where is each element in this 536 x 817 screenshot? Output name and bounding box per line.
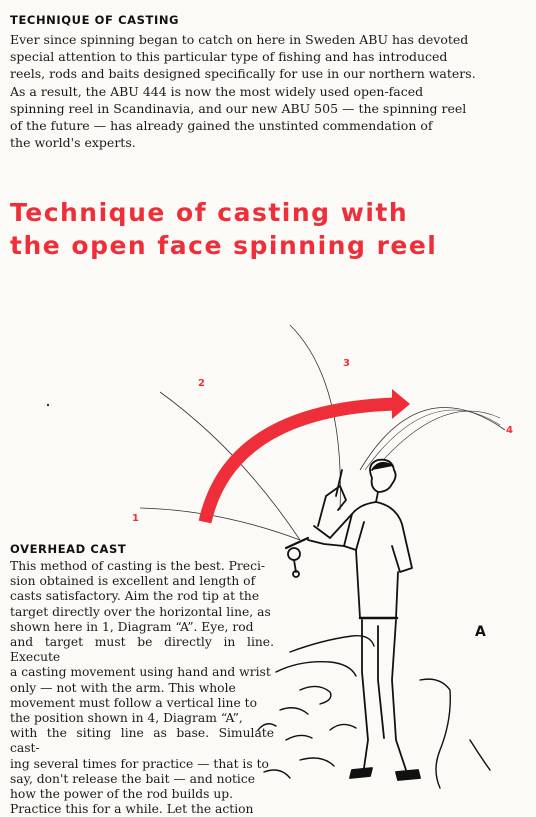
body-line: This method of casting is the best. Preci- xyxy=(10,559,266,573)
intro-line: reels, rods and baits designed specifically for use in our northern waters. xyxy=(10,66,476,82)
title-line-1: Technique of casting with xyxy=(10,198,409,227)
page-title xyxy=(10,196,437,262)
body-line: Practice this for a while. Let the action xyxy=(10,802,254,817)
body-line: how the power of the rod builds up. xyxy=(10,787,234,802)
title-line-2: the open face spinning reel xyxy=(10,231,438,260)
stray-dot xyxy=(47,404,49,406)
position-label-3: 3 xyxy=(343,358,350,369)
overhead-cast-paragraph xyxy=(10,559,274,817)
body-line: say, don't release the bait — and notice xyxy=(10,771,256,786)
arrow-head xyxy=(392,389,410,419)
intro-line: special attention to this particular type of fishing and has introduced xyxy=(10,49,448,65)
intro-line: the world's experts. xyxy=(10,135,136,151)
position-label-4: 4 xyxy=(506,425,513,436)
body-line: sion obtained is excellent and length of xyxy=(10,574,256,589)
body-line: and target must be directly in line. Execute xyxy=(10,635,274,665)
rod-position-1-line xyxy=(140,508,300,540)
body-line: casts satisfactory. Aim the rod tip at the xyxy=(10,589,260,604)
position-label-2: 2 xyxy=(198,378,205,389)
position-label-1: 1 xyxy=(132,513,139,524)
angler-figure xyxy=(286,460,420,780)
body-line: a casting movement using hand and wrist xyxy=(10,665,271,680)
intro-paragraph xyxy=(10,31,480,151)
intro-line: spinning reel in Scandinavia, and our new ABU 505 — the spinning reel xyxy=(10,100,467,116)
intro-line: of the future — has already gained the unstinted commendation of xyxy=(10,118,433,134)
section-heading-technique: TECHNIQUE OF CASTING xyxy=(10,13,180,27)
intro-line: Ever since spinning began to catch on here in Sweden ABU has devoted xyxy=(10,32,469,47)
body-line: only — not with the arm. This whole xyxy=(10,680,236,695)
body-line: movement must follow a vertical line to xyxy=(10,695,257,710)
body-line: shown here in 1, Diagram “A”. Eye, rod xyxy=(10,619,254,634)
body-line: ing several times for practice — that is to xyxy=(10,756,269,771)
body-line: the position shown in 4, Diagram “A”, xyxy=(10,711,243,726)
section-heading-overhead-cast: OVERHEAD CAST xyxy=(10,542,127,556)
intro-line: As a result, the ABU 444 is now the most widely used open-faced xyxy=(10,83,424,99)
body-line: with the siting line as base. Simulate cast- xyxy=(10,726,274,756)
body-line: target directly over the horizontal line, as xyxy=(10,604,271,619)
diagram-letter-a: A xyxy=(475,624,486,640)
river-bank xyxy=(258,636,490,788)
